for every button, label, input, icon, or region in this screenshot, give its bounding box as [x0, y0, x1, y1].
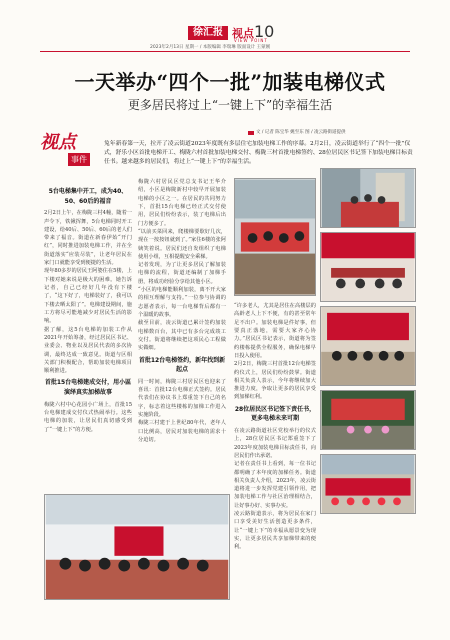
- newspaper-brand: 徐汇报: [188, 26, 228, 40]
- photo-groundbreaking-image: [235, 179, 315, 295]
- photo-signing-image: [321, 233, 415, 301]
- page-number: 10: [254, 22, 275, 41]
- subheading-3: 首批12台电梯签约，新年找到新起点: [138, 356, 226, 374]
- subheadline: 更多居民将过上“一键上下”的幸福生活: [127, 98, 333, 112]
- photo-signing-ceremony: [320, 306, 416, 386]
- col2-paragraph-7: 梅陇三村建于上世纪80年代，老年人口比例高，居民对加装电梯的需求十分迫切。: [138, 420, 226, 443]
- column-2: [138, 178, 226, 488]
- photo-signing: [320, 232, 416, 302]
- subheading-1: 5台电梯集中开工，成为40、50、60后的福音: [48, 188, 128, 205]
- col3-paragraph-1: “许多老人，尤其是居住在高楼层的高龄老人上下不便，有的甚至常年足不出户。加装电梯是件好事，但要真正落地，需要大家齐心协力。”居民区书记表示，街道将为签约楼栋提供全程服务，确保电梯早日投入使用。: [234, 303, 316, 359]
- section-title: 视点: [232, 27, 254, 40]
- col1-paragraph-3: 据了解，这5台电梯的加装工作从2021年开始筹备，经过居民区书记、业委会、物业以及居民代表的多次协调，最终达成一致意见。街道与区相关部门积极配合，帮助加装电梯项目顺利推进。: [44, 326, 132, 375]
- col3-paragraph-5: 凌云路街道表示，将为居民在家门口享受美好生活创造更多条件，让“一键上下”的幸福从愿景变为现实，让更多居民共享加梯带来的便利。: [234, 511, 316, 551]
- photo-celebration-image: [321, 455, 415, 513]
- byline-marker: [248, 131, 254, 135]
- subheading-2: 首批15台电梯建成交付，用小區演绎真实加梯故事: [44, 379, 132, 397]
- headline: 一天举办“四个一批”加装电梯仪式: [74, 70, 386, 94]
- photo-stage-image: [321, 391, 415, 449]
- col1-paragraph-1: 2月2日上午，在梅陇三村4幢，随着一声令下，铁锹挥舞，5台电梯同时开工建设，给40后、50后、60后的老人们带来了福音。街道在新春伊始“开门红”，同时推进加装电梯工作，并在全街道落实“应装尽装”，让老年居民在家门口就能享受到便捷的生活。: [44, 210, 132, 267]
- column-1: [44, 184, 132, 486]
- badge-sub-text: 事件: [68, 153, 90, 166]
- col2-paragraph-5: 截至目前，凌云街道已累计签约加装电梯数百台，其中已有多台完成竣工交付。街道将继续把这项民心工程做实做细。: [138, 320, 226, 352]
- col2-paragraph-6: 同一时间，梅陇三村居民区也迎来了喜讯：首批12台电梯正式签约。居民代表们在协议书上郑重签下自己的名字，标志着这些楼栋的加梯工作进入实施阶段。: [138, 378, 226, 418]
- col1-paragraph-2: 现年80多岁的居民王阿婆住在5楼，上下楼对她来说是极大的困难。她告诉记者，自己已经好几年没有下楼了，“这下好了，电梯装好了，我可以下楼去晒太阳了”。电梯建设期间，施工方将尽可能地减少对居民生活的影响。: [44, 268, 132, 325]
- col1-paragraph-4: 梅陇六村中心花园小广场上，首批15台电梯建成交付仪式热闹举行。这些电梯的加装，让居民们真切感受到了“一键上下”的方便。: [44, 401, 132, 433]
- section-title-en: VIEW POINT: [234, 38, 268, 43]
- dateline: 2023年2月13日 星期一 / 本版编辑 李瑞琳 版面设计 王蒙刚: [150, 45, 271, 50]
- col2-paragraph-1: 梅陇六村居民区党总支书记王华介绍，小区是梅陇新村中较早开展加装电梯的小区之一。在居民的共同努力下，首批15台电梯已经正式交付使用，居民们纷纷表示，装了电梯后出门方便多了。: [138, 179, 226, 227]
- byline: 文 / 记者 陈宝华 姚至东 图 / 凌云路街道提供: [256, 130, 346, 135]
- col2-paragraph-4: “小区的电梯能顺利加装，离不开大家的相互理解与支持。”一位参与协调的志愿者表示，每一台电梯背后都有一个温暖的故事。: [138, 287, 226, 318]
- photo-delivery-image: [45, 495, 229, 599]
- section-badge: [40, 128, 98, 174]
- col3-paragraph-4: 记者在责任书上看到，每一位书记都明确了本年度的加梯任务。街道相关负责人介绍，2023年，凌云街道将进一步发挥党建引领作用，把加装电梯工作与社区治理相结合，让好事办好、实事办实。: [234, 461, 316, 509]
- subheading-4: 28位居民区书记签下责任书，更多电梯未来可期: [234, 405, 316, 423]
- col2-paragraph-3: 记者发现，为了让更多居民了解加装电梯的流程，街道还编制了加梯手册，将成功经验分享给其他小区。: [138, 262, 226, 285]
- photo-ceremony: [320, 168, 416, 228]
- header-rule: [40, 51, 410, 52]
- col3-paragraph-3: 在凌云路街道社区党校举行的仪式上，28位居民区书记郑重签下了2023年度加装电梯目标责任书，向居民们作出承诺。: [234, 427, 316, 459]
- photo-ceremony-image: [321, 169, 415, 227]
- col3-paragraph-2: 2月2日，梅陇三村首批12台电梯签约仪式上，居民们纷纷鼓掌。街道相关负责人表示，今年将继续加大推进力度，争取让更多的居民享受到加梯红利。: [234, 361, 316, 401]
- badge-main-text: 视点: [40, 132, 76, 153]
- photo-delivery: [44, 494, 230, 600]
- photo-stage: [320, 390, 416, 450]
- masthead: [0, 0, 450, 52]
- photo-groundbreaking: [234, 178, 316, 296]
- col2-paragraph-2: “以前买菜回来，爬楼梯要歇好几次，现在一按按钮就到了。”家住6楼的张阿姨笑着说。居民们还自发组织了电梯使用小组，互相提醒安全乘梯。: [138, 228, 226, 260]
- photo-signing-ceremony-image: [321, 307, 415, 385]
- column-3: [234, 302, 316, 564]
- photo-celebration: [320, 454, 416, 514]
- lead-paragraph: 兔年新春第一天，拉开了凌云街道2023年度既有多层住宅加装电梯工作的序幕。2月2日，凌云街道举行了“四个一批”仪式，舒乐小区首批电梯开工、梅陇六村首批加装电梯交付、梅陇三村首批电梯签约、28位居民区书记签下加装电梯目标责任书。越来越多的居民们，将过上“一键上下”的幸福生活。: [104, 141, 413, 165]
